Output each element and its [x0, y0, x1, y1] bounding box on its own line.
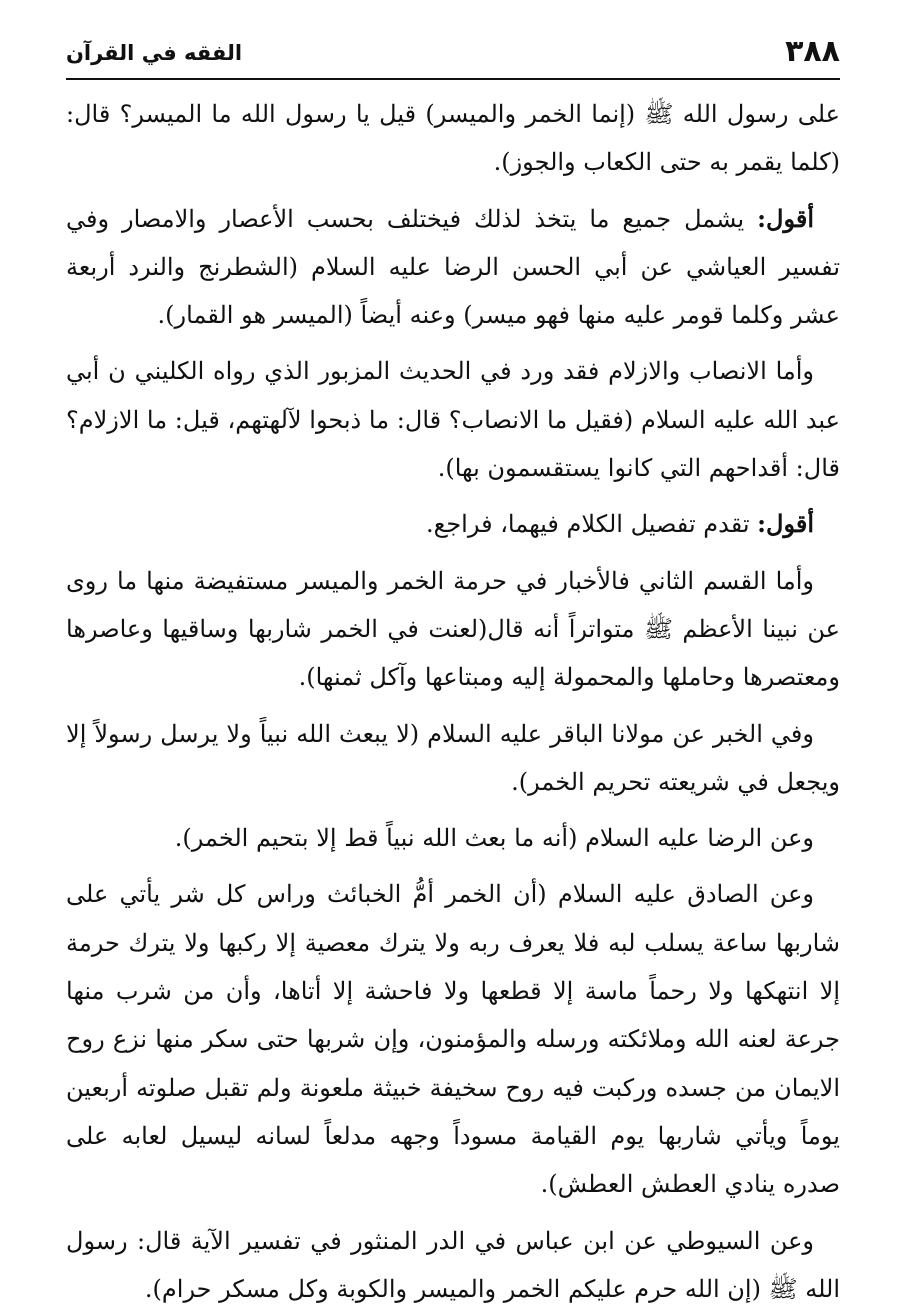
- paragraph-lead: أقول:: [757, 509, 814, 539]
- paragraph: [66, 500, 840, 548]
- header-divider: [66, 78, 840, 80]
- paragraph: [66, 557, 840, 702]
- paragraph-text: وأما القسم الثاني فالأخبار في حرمة الخمر والميسر مستفيضة منها ما روى عن نبينا الأعظم ﷺ متواتراً أنه قال(لعنت في الخمر شاربها وساقيها وعاصرها ومعتصرها وحاملها والمحمولة إليه ومبتاعها وآكل ثمنها).: [66, 566, 840, 692]
- paragraph-text: وأما الانصاب والازلام فقد ورد في الحديث المزبور الذي رواه الكليني ن أبي عبد الله عليه السلام (فقيل ما الانصاب؟ قال: ما ذبحوا لآلهتهم، قيل: ما الازلام؟ قال: أقداحهم التي كانوا يستقسمون بها).: [66, 357, 840, 483]
- paragraph: [66, 710, 840, 807]
- paragraph-text: يشمل جميع ما يتخذ لذلك فيختلف بحسب الأعصار والامصار وفي تفسير العياشي عن أبي الحسن الرضا عليه السلام (الشطرنج والنرد أربعة عشر وكلما قومر عليه منها فهو ميسر) وعنه أيضاً (الميسر هو القمار).: [66, 204, 840, 330]
- paragraph: [66, 870, 840, 1208]
- paragraph-lead: أقول:: [757, 203, 814, 233]
- paragraph-text: وعن الرضا عليه السلام (أنه ما بعث الله نبياً قط إلا بتحيم الخمر).: [174, 824, 814, 853]
- body-text: [66, 90, 840, 1303]
- paragraph: [66, 195, 840, 340]
- paragraph: [66, 347, 840, 492]
- paragraph: [66, 814, 840, 862]
- paragraph-text: على رسول الله ﷺ (إنما الخمر والميسر) قيل يا رسول الله ما الميسر؟ قال: (كلما يقمر به حتى الكعاب والجوز).: [66, 100, 840, 177]
- page-number: ٣٨٨: [785, 34, 840, 69]
- running-title: الفقه في القرآن: [66, 41, 243, 65]
- paragraph: [66, 1217, 840, 1313]
- paragraph-text: تقدم تفصيل الكلام فيهما، فراجع.: [425, 510, 758, 539]
- paragraph-text: وفي الخبر عن مولانا الباقر عليه السلام (لا يبعث الله نبياً ولا يرسل رسولاً إلا ويجعل في شريعته تحريم الخمر).: [66, 719, 840, 796]
- paragraph-text: وعن الصادق عليه السلام (أن الخمر أمُّ الخبائث وراس كل شر يأتي على شاربها ساعة يسلب لبه فلا يعرف ربه ولا يترك معصية إلا ركبها ولا يترك حرمة إلا انتهكها ولا رحماً ماسة إلا قطعها ولا فاحشة إلا أتاها، وأن من شرب منها جرعة لعنه الله وملائكته ورسله والمؤمنون، وإن شربها حتى سكر منها نزع روح الايمان من جسده وركبت فيه روح سخيفة خبيثة ملعونة ولم تقبل صلوته أربعين يوماً ويأتي شاربها يوم القيامة مسوداً وجهه مدلعاً لسانه ليسيل لعابه على صدره ينادي العطش العطش).: [66, 880, 840, 1199]
- paragraph: [66, 90, 840, 187]
- page-header: [66, 32, 840, 76]
- paragraph-text: وعن السيوطي عن ابن عباس في الدر المنثور في تفسير الآية قال: رسول الله ﷺ (إن الله حرم عليكم الخمر والميسر والكوبة وكل مسكر حرام).: [66, 1226, 840, 1303]
